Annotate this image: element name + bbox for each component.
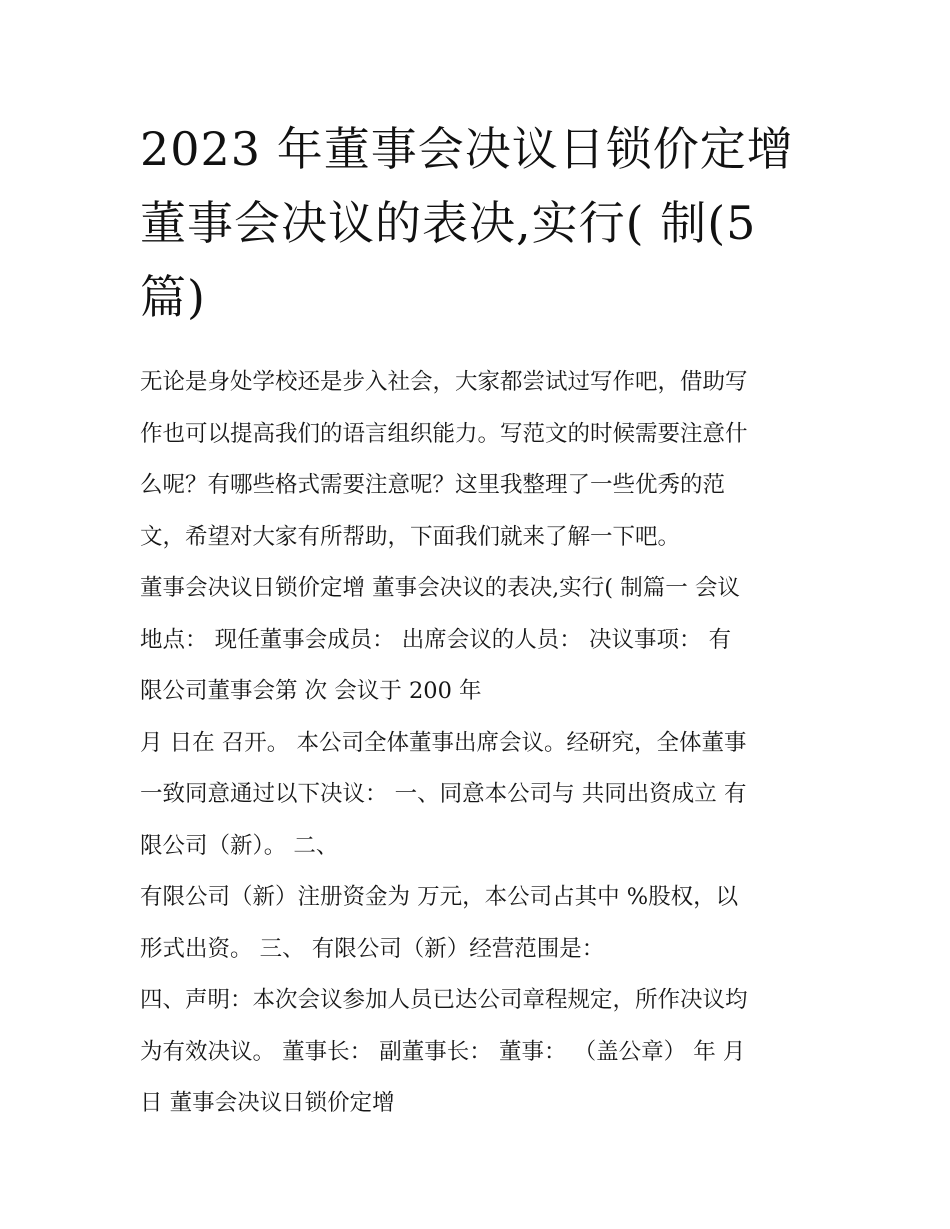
document-title	[140, 112, 820, 334]
body-line: 一致同意通过以下决议： 一、同意本公司与 共同出资成立 有	[140, 781, 747, 807]
body-line: 限公司董事会第 次 会议于 200 年	[140, 678, 482, 704]
body-line: 作也可以提高我们的语言组织能力。写范文的时候需要注意什	[140, 420, 748, 447]
body-line: 无论是身处学校还是步入社会，大家都尝试过写作吧，借助写	[140, 369, 748, 395]
body-line: 为有效决议。 董事长： 副董事长： 董事： （盖公章） 年 月	[140, 1038, 746, 1065]
body-line: 限公司（新）。 二、	[140, 832, 339, 859]
body-line: 董事会决议日锁价定增 董事会决议的表决,实行( 制篇一 会议	[140, 575, 740, 601]
document-body	[140, 357, 820, 1130]
title-line: 篇)	[140, 270, 206, 324]
body-line: 有限公司（新）注册资金为 万元，本公司占其中 %股权，以	[140, 884, 739, 910]
body-line: 日 董事会决议日锁价定增	[140, 1090, 395, 1116]
body-line: 月 日在 召开。 本公司全体董事出席会议。经研究，全体董事	[140, 729, 747, 756]
body-line: 地点： 现任董事会成员： 出席会议的人员： 决议事项： 有	[140, 626, 732, 653]
title-line: 董事会决议的表决,实行( 制(5	[140, 196, 757, 250]
body-line: 么呢？有哪些格式需要注意呢？这里我整理了一些优秀的范	[140, 472, 726, 498]
body-line: 形式出资。 三、 有限公司（新）经营范围是：	[140, 935, 605, 962]
title-line: 2023 年董事会决议日锁价定增	[140, 122, 794, 176]
body-line: 四、声明：本次会议参加人员已达公司章程规定，所作决议均	[140, 987, 748, 1013]
body-line: 文，希望对大家有所帮助，下面我们就来了解一下吧。	[140, 523, 681, 550]
